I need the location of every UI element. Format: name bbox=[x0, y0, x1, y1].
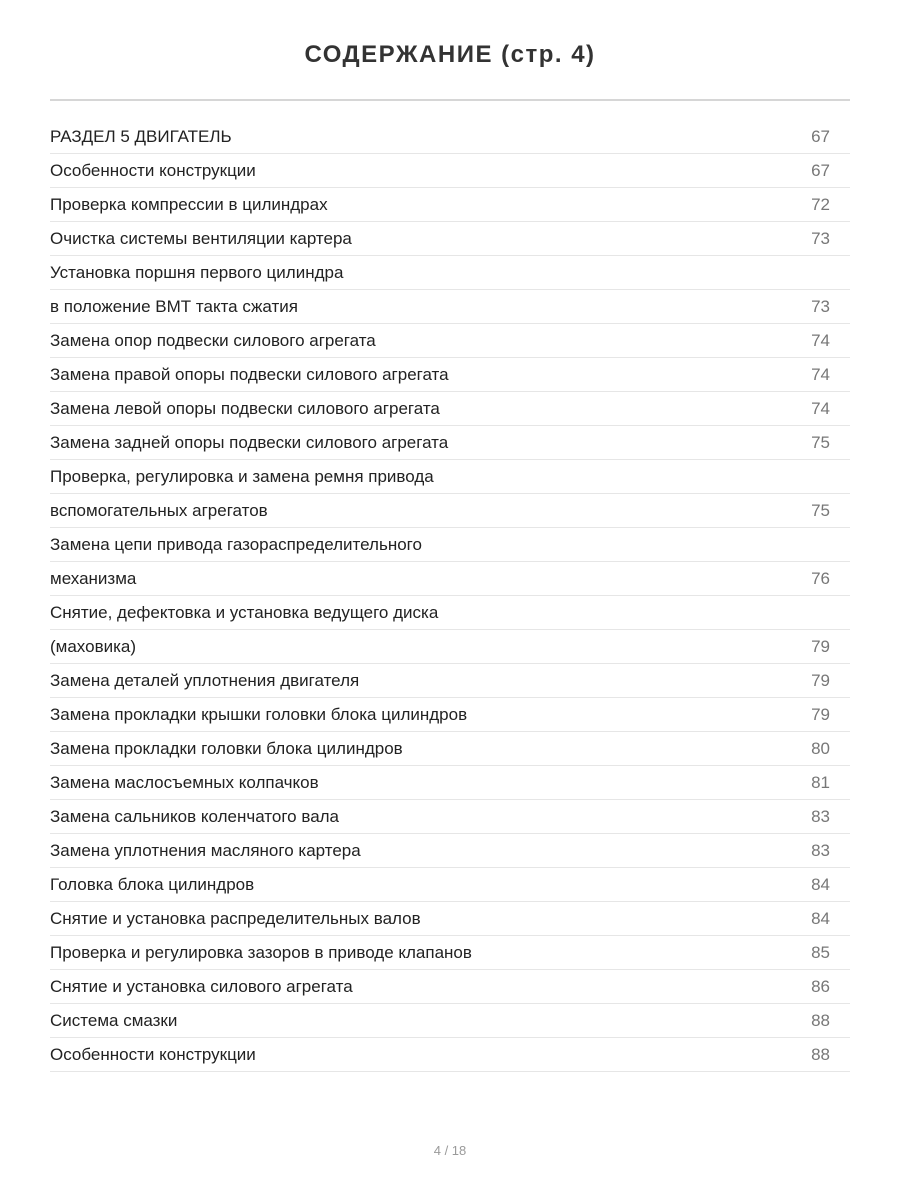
toc-entry-label: Замена уплотнения масляного картера bbox=[50, 841, 361, 860]
toc-entry-label: Проверка и регулировка зазоров в приводе клапанов bbox=[50, 943, 472, 962]
toc-entry-page: 75 bbox=[811, 433, 830, 452]
toc-entry bbox=[50, 460, 850, 494]
toc-entry bbox=[50, 528, 850, 562]
toc-entry bbox=[50, 698, 850, 732]
toc-entry-label: Снятие и установка распределительных валов bbox=[50, 909, 421, 928]
toc-entry bbox=[50, 494, 850, 528]
toc-entry-label: Особенности конструкции bbox=[50, 161, 256, 180]
page-title: СОДЕРЖАНИЕ (стр. 4) bbox=[304, 41, 596, 68]
toc-entry-page: 83 bbox=[811, 841, 830, 860]
toc-entry-label: Замена прокладки головки блока цилиндров bbox=[50, 739, 403, 758]
toc-entry-label: в положение ВМТ такта сжатия bbox=[50, 297, 298, 316]
toc-entry bbox=[50, 188, 850, 222]
toc-entry bbox=[50, 970, 850, 1004]
toc-entry-page: 73 bbox=[811, 297, 830, 316]
toc-entry bbox=[50, 256, 850, 290]
toc-entry-page: 73 bbox=[811, 229, 830, 248]
toc-entry-page: 72 bbox=[811, 195, 830, 214]
toc-entry-label: Замена деталей уплотнения двигателя bbox=[50, 671, 360, 690]
toc-entry-page: 74 bbox=[811, 399, 830, 418]
toc-entry-label: Замена опор подвески силового агрегата bbox=[50, 331, 376, 350]
toc-entry-page: 83 bbox=[811, 807, 830, 826]
toc-entry-page: 86 bbox=[811, 977, 830, 996]
toc-entry-page: 75 bbox=[811, 501, 830, 520]
toc-entry bbox=[50, 154, 850, 188]
toc-entry bbox=[50, 1038, 850, 1072]
toc-entry-label: Проверка компрессии в цилиндрах bbox=[50, 195, 328, 214]
toc-entry-label: Система смазки bbox=[50, 1011, 178, 1030]
toc-entry-page: 84 bbox=[811, 909, 830, 928]
toc-entry-page: 88 bbox=[811, 1045, 830, 1064]
toc-entry-label: Проверка, регулировка и замена ремня привода bbox=[50, 467, 434, 486]
toc-entry bbox=[50, 426, 850, 460]
toc-entry-page: 79 bbox=[811, 671, 830, 690]
toc-entry-page: 88 bbox=[811, 1011, 830, 1030]
toc-entry-label: Очистка системы вентиляции картера bbox=[50, 229, 352, 248]
toc-entry bbox=[50, 120, 850, 154]
toc-entry-label: Особенности конструкции bbox=[50, 1045, 256, 1064]
toc-entry-label: Снятие, дефектовка и установка ведущего диска bbox=[50, 603, 439, 622]
toc-entry-label: Замена прокладки крышки головки блока цилиндров bbox=[50, 705, 468, 724]
toc-entry-page: 67 bbox=[811, 161, 830, 180]
toc-entry bbox=[50, 868, 850, 902]
toc-entry bbox=[50, 902, 850, 936]
toc-entry bbox=[50, 1004, 850, 1038]
toc-entry bbox=[50, 766, 850, 800]
toc-entry-page: 74 bbox=[811, 365, 830, 384]
toc-entry bbox=[50, 936, 850, 970]
toc-entry bbox=[50, 562, 850, 596]
toc-entry bbox=[50, 630, 850, 664]
toc-entry-label: Замена задней опоры подвески силового агрегата bbox=[50, 433, 449, 452]
toc-entry bbox=[50, 358, 850, 392]
toc-entry-label: Замена левой опоры подвески силового агрегата bbox=[50, 399, 440, 418]
toc-entry bbox=[50, 834, 850, 868]
toc-entry-label: РАЗДЕЛ 5 ДВИГАТЕЛЬ bbox=[50, 127, 232, 146]
toc-list bbox=[50, 120, 850, 1072]
toc-entry-label: механизма bbox=[50, 569, 137, 588]
title-divider bbox=[50, 99, 850, 101]
toc-entry-label: Замена сальников коленчатого вала bbox=[50, 807, 340, 826]
toc-entry-page: 79 bbox=[811, 705, 830, 724]
toc-entry-label: Головка блока цилиндров bbox=[50, 875, 255, 894]
toc-entry-page: 81 bbox=[811, 773, 830, 792]
page-indicator: 4 / 18 bbox=[433, 1143, 467, 1158]
toc-entry-label: вспомогательных агрегатов bbox=[50, 501, 268, 520]
toc-entry-label: Снятие и установка силового агрегата bbox=[50, 977, 353, 996]
toc-entry bbox=[50, 596, 850, 630]
toc-entry-label: Замена правой опоры подвески силового агрегата bbox=[50, 365, 449, 384]
toc-entry-page: 85 bbox=[811, 943, 830, 962]
toc-entry bbox=[50, 732, 850, 766]
toc-entry bbox=[50, 800, 850, 834]
toc-entry-label: (маховика) bbox=[50, 637, 137, 656]
toc-entry-page: 80 bbox=[811, 739, 830, 758]
toc-entry bbox=[50, 290, 850, 324]
toc-entry-label: Замена маслосъемных колпачков bbox=[50, 773, 319, 792]
toc-entry bbox=[50, 392, 850, 426]
toc-entry-label: Замена цепи привода газораспределительного bbox=[50, 535, 422, 554]
toc-entry-label: Установка поршня первого цилиндра bbox=[50, 263, 344, 282]
toc-entry-page: 67 bbox=[811, 127, 830, 146]
toc-entry-page: 84 bbox=[811, 875, 830, 894]
toc-entry-page: 79 bbox=[811, 637, 830, 656]
toc-entry bbox=[50, 222, 850, 256]
toc-entry bbox=[50, 664, 850, 698]
toc-entry-page: 76 bbox=[811, 569, 830, 588]
toc-entry bbox=[50, 324, 850, 358]
toc-entry-page: 74 bbox=[811, 331, 830, 350]
